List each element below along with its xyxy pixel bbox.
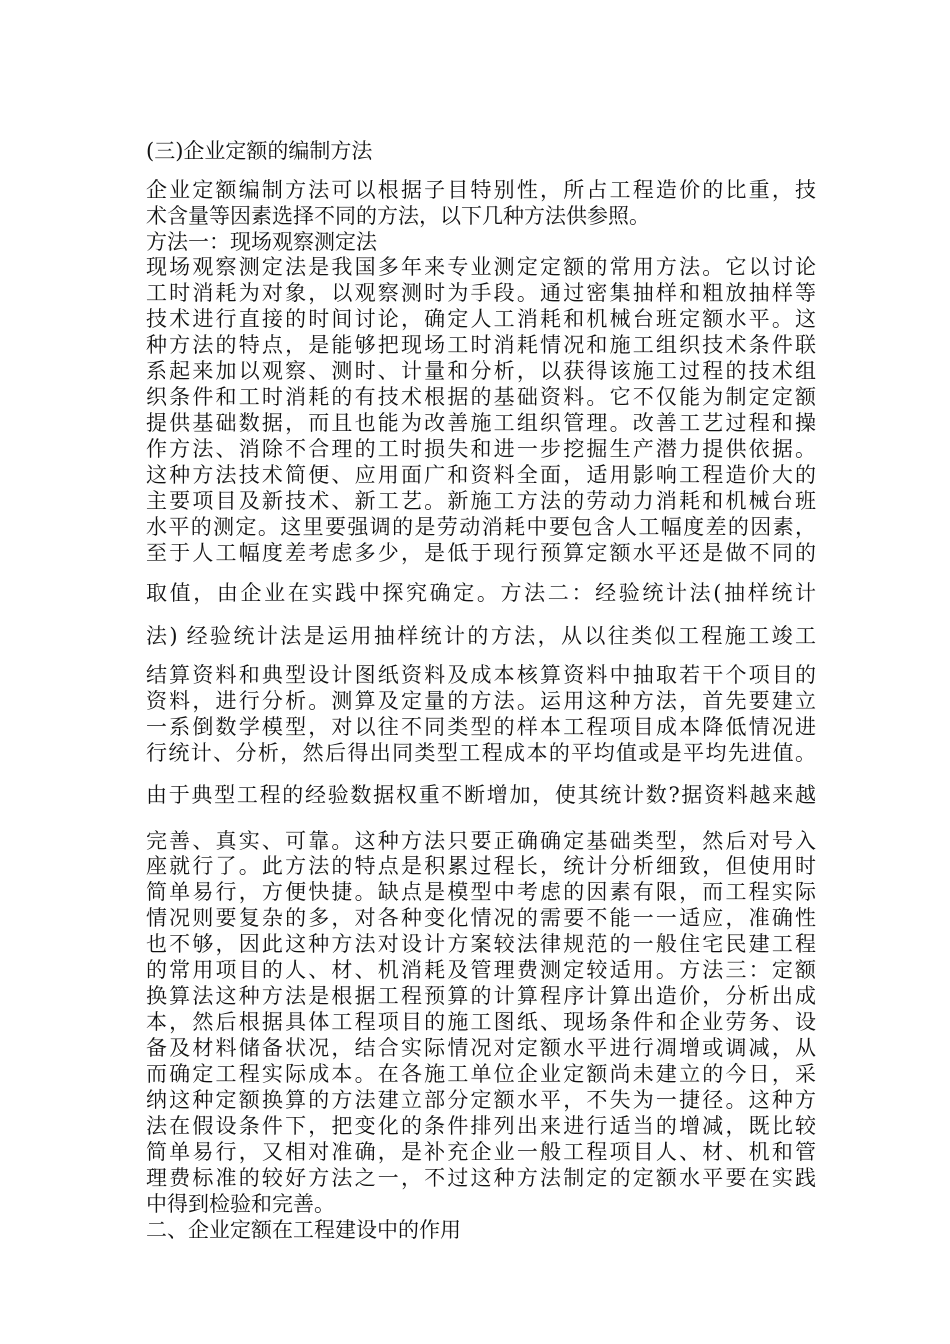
text-line: 理费标准的较好方法之一，不过这种方法制定的定额水平要在实践 [146,1166,816,1190]
text-line: 术含量等因素选择不同的方法，以下几种方法供参照。 [146,204,650,228]
text-line: 由于典型工程的经验数据权重不断增加，使其统计数?据资料越来越 [146,783,816,807]
text-line: 法在假设条件下，把变化的条件排列出来进行适当的增减，既比较 [146,1114,816,1138]
text-line: 取值，由企业在实践中探究确定。方法二：经验统计法(抽样统计 [146,581,816,605]
text-line: 结算资料和典型设计图纸资料及成本核算资料中抽取若干个项目的 [146,663,816,687]
text-line: 这种方法技术简便、应用面广和资料全面，适用影响工程造价大的 [146,463,816,487]
section-heading: 二、企业定额在工程建设中的作用 [146,1218,461,1242]
text-line: 水平的测定。这里要强调的是劳动消耗中要包含人工幅度差的因素， [146,515,816,539]
text-line: 技术进行直接的时间讨论，确定人工消耗和机械台班定额水平。这 [146,307,816,331]
text-line: 中得到检验和完善。 [146,1192,335,1216]
text-line: 完善、真实、可靠。这种方法只要正确确定基础类型，然后对号入 [146,829,816,853]
text-line: 情况则要复杂的多，对各种变化情况的需要不能一一适应，准确性 [146,906,816,930]
text-line: 的常用项目的人、材、机消耗及管理费测定较适用。方法三：定额 [146,958,816,982]
text-line: 简单易行，方便快捷。缺点是模型中考虑的因素有限，而工程实际 [146,880,816,904]
text-line: 一系倒数学模型，对以往不同类型的样本工程项目成本降低情况进 [146,715,816,739]
text-line: 行统计、分析，然后得出同类型工程成本的平均值或是平均先进值。 [146,741,816,765]
text-line: 资料，进行分析。测算及定量的方法。运用这种方法，首先要建立 [146,689,816,713]
text-line: 也不够，因此这种方法对设计方案较法律规范的一般住宅民建工程 [146,932,816,956]
text-line: 系起来加以观察、测时、计量和分析，以获得该施工过程的技术组 [146,359,816,383]
text-line: 而确定工程实际成本。在各施工单位企业定额尚未建立的今日，采 [146,1062,816,1086]
text-line: 作方法、消除不合理的工时损失和进一步挖掘生产潜力提供依据。 [146,437,816,461]
text-line: 法) 经验统计法是运用抽样统计的方法，从以往类似工程施工竣工 [146,624,816,648]
text-line: 工时消耗为对象，以观察测时为手段。通过密集抽样和粗放抽样等 [146,281,816,305]
text-line: 至于人工幅度差考虑多少，是低于现行预算定额水平还是做不同的 [146,541,816,565]
method-heading: 方法一：现场观察测定法 [146,230,377,254]
text-line: 提供基础数据，而且也能为改善施工组织管理。改善工艺过程和操 [146,411,816,435]
text-line: 企业定额编制方法可以根据子目特别性，所占工程造价的比重，技 [146,178,816,202]
text-line: 备及材料储备状况，结合实际情况对定额水平进行凋增或调减，从 [146,1036,816,1060]
text-line: 主要项目及新技术、新工艺。新施工方法的劳动力消耗和机械台班 [146,489,816,513]
text-line: 简单易行，又相对准确，是补充企业一般工程项目人、材、机和管 [146,1140,816,1164]
text-line: 织条件和工时消耗的有技术根据的基础资料。它不仅能为制定定额 [146,385,816,409]
section-heading: (三)企业定额的编制方法 [146,139,373,163]
text-line: 本，然后根据具体工程项目的施工图纸、现场条件和企业劳务、设 [146,1010,816,1034]
text-line: 种方法的特点，是能够把现场工时消耗情况和施工组织技术条件联 [146,333,816,357]
text-line: 纳这种定额换算的方法建立部分定额水平，不失为一捷径。这种方 [146,1088,816,1112]
text-line: 换算法这种方法是根据工程预算的计算程序计算出造价，分析出成 [146,984,816,1008]
text-line: 座就行了。此方法的特点是积累过程长，统计分析细致，但使用时 [146,854,816,878]
text-line: 现场观察测定法是我国多年来专业测定定额的常用方法。它以讨论 [146,255,816,279]
